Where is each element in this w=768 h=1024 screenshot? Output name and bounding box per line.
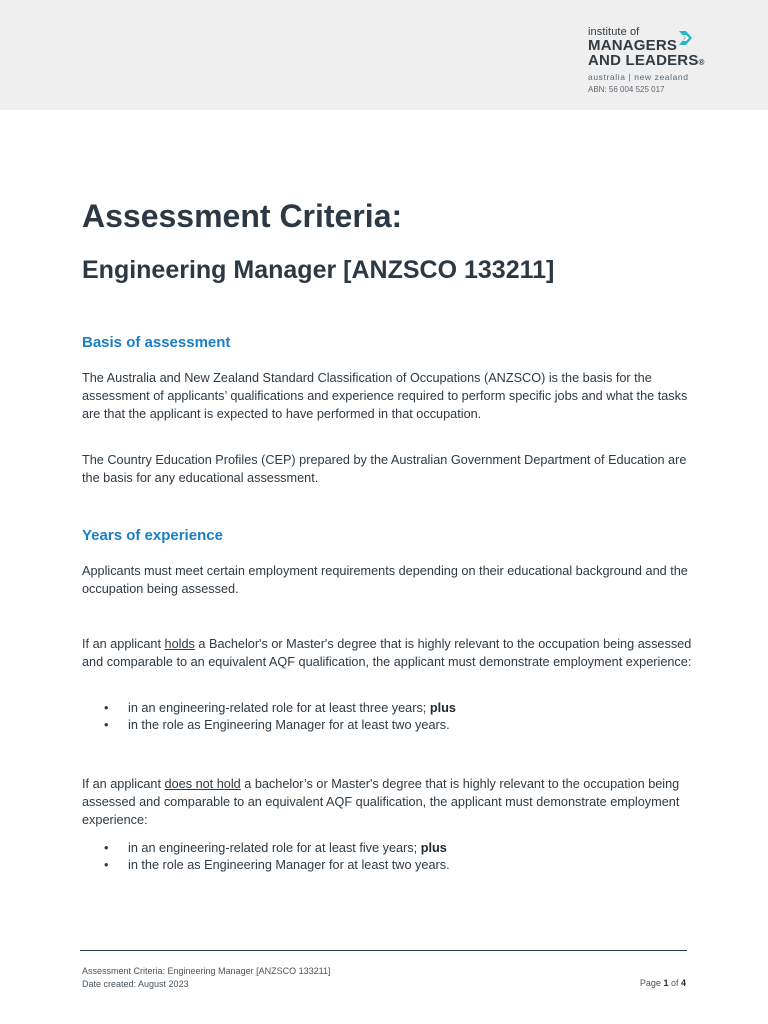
page-header xyxy=(0,0,768,110)
list-item: • in an engineering-related role for at least three years; plus xyxy=(104,701,456,715)
chevron-mark-icon xyxy=(678,30,694,46)
logo-line-2: MANAGERS xyxy=(588,37,678,54)
list-item: • in the role as Engineering Manager for at least two years. xyxy=(104,858,450,872)
basis-paragraph-1: The Australia and New Zealand Standard Classification of Occupations (ANZSCO) is the basis for the assessment of applicants’ qualifications and experience required to perform specific jobs and what the tasks are that the applicant is expected to have performed in that occupation. xyxy=(82,371,688,421)
list-item: • in an engineering-related role for at least five years; plus xyxy=(104,841,447,855)
organization-logo: institute of MANAGERS AND LEADERS® australia | new zealand ABN: 56 004 525 017 xyxy=(588,26,718,96)
logo-line-1: institute of xyxy=(588,26,640,38)
case-holds-degree-paragraph: If an applicant holds a Bachelor's or Master's degree that is highly relevant to the occupation being assessed and comparable to an equivalent AQF qualification, the applicant must demonstrate employment experience: xyxy=(82,637,692,669)
case-no-degree-paragraph: If an applicant does not hold a bachelor’s or Master's degree that is highly relevant to the occupation being assessed and comparable to an equivalent AQF qualification, the applicant must demonstrate employment experience: xyxy=(82,777,680,827)
footer-date-created: Date created: August 2023 xyxy=(82,978,189,989)
heading-years-of-experience: Years of experience xyxy=(82,527,223,544)
emphasis-holds: holds xyxy=(164,637,195,651)
logo-line-3: AND LEADERS xyxy=(588,52,699,69)
footer-info xyxy=(82,965,330,990)
footer-document-title: Assessment Criteria: Engineering Manager [ANZSCO 133211] xyxy=(82,966,331,976)
document-subtitle: Engineering Manager [ANZSCO 133211] xyxy=(82,256,555,284)
case-no-degree-list xyxy=(82,840,692,874)
footer-divider xyxy=(80,950,687,951)
logo-region: australia | new zealand xyxy=(588,72,689,82)
page-number: Page 1 of 4 xyxy=(639,978,686,988)
experience-intro: Applicants must meet certain employment requirements depending on their educational background and the occupation being assessed. xyxy=(82,564,688,596)
heading-basis-of-assessment: Basis of assessment xyxy=(82,334,231,351)
basis-paragraph-2: The Country Education Profiles (CEP) prepared by the Australian Government Department of Education are the basis for any educational assessment. xyxy=(82,453,687,485)
abn-number: ABN: 56 004 525 017 xyxy=(588,85,665,94)
list-item: • in the role as Engineering Manager for at least two years. xyxy=(104,718,450,732)
case-holds-degree-list xyxy=(82,700,692,734)
document-title: Assessment Criteria: xyxy=(82,198,403,234)
emphasis-does-not-hold: does not hold xyxy=(164,777,241,791)
